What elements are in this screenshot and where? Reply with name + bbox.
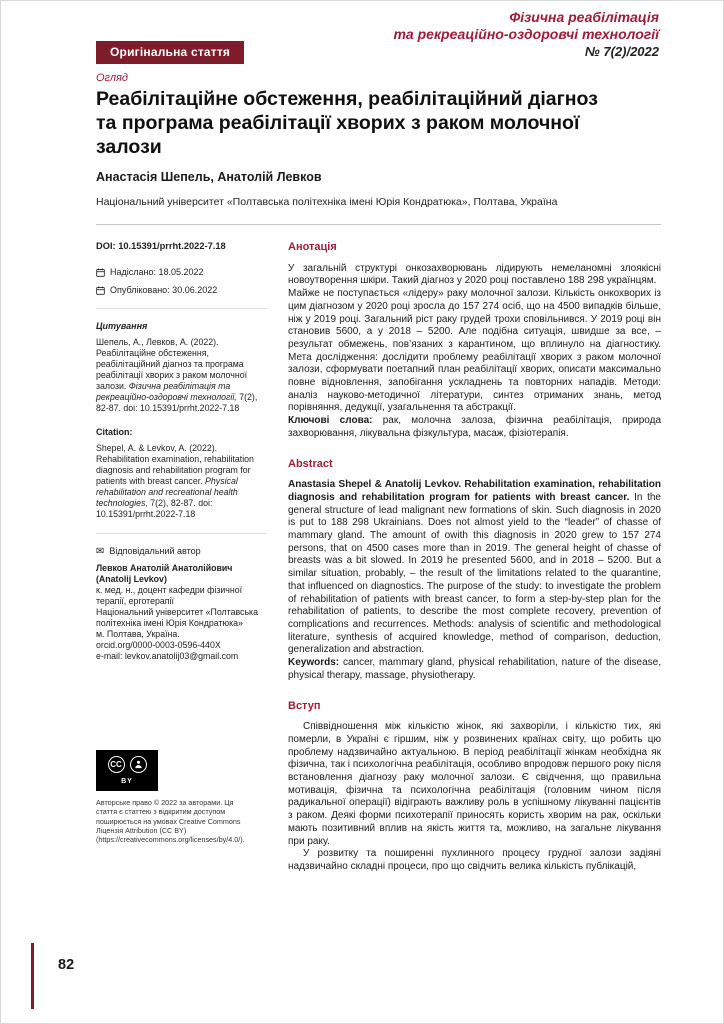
corresponding-author-name-latin: (Anatolij Levkov) <box>96 574 167 584</box>
corresponding-author-city: м. Полтава, Україна. <box>96 629 180 639</box>
authors-line: Анастасія Шепель, Анатолій Левков <box>96 170 322 184</box>
intro-heading: Вступ <box>288 699 321 712</box>
keywords-en-text: cancer, mammary gland, physical rehabilitation, nature of the disease, physical therapy, massage, physiotherapy. <box>288 657 662 681</box>
cc-icon: CC <box>108 756 125 773</box>
content-columns <box>96 241 661 874</box>
corresponding-author-label: Відповідальний автор <box>109 546 201 556</box>
received-row <box>96 267 267 278</box>
abstract-en-lead: Anastasia Shepel & Anatolij Levkov. Rehabilitation examination, rehabilitation diagnosis and rehabilitation program for patients with breast cancer. <box>288 479 661 503</box>
intro-paragraph-1: Співвідношення між кількістю жінок, які захворіли, і кількістю тих, які померли, в Україні є гіршим, ніж у розвинених країнах світу, що робить цю проблему надзвичайно актуальною. В період реабілітації жінкам необхідна як фізична, так і психологічна реабілітація, особливо впродовж першого року після встановлення діагнозу раку молочної залози. Є свідчення, що правильна мотивація, фізична та психологічна реабілітація (головним чином після радикальної операції) відіграють важливу роль в успішному лікуванні пацієнтів з раком. Деякі форми психотерапії приносять користь хворим на рак, оскільки мають позитивний вплив на якість життя та, можливо, на загальне лікування при раку. <box>288 721 661 847</box>
citation-en-after: 7(2), 82-87. doi: 10.15391/prrht.2022-7.18 <box>96 498 213 519</box>
citation-en-heading: Citation: <box>96 427 133 437</box>
citation-ua-heading: Цитування <box>96 321 148 331</box>
citation-ua-journal: Фізична реабілітація та рекреаційно-оздоровчі технології, <box>96 381 237 402</box>
journal-title-line2: та рекреаційно-оздоровчі технології <box>393 26 659 42</box>
corresponding-author-row <box>96 546 267 557</box>
footer-accent-bar <box>31 943 34 1009</box>
corresponding-author-name: Левков Анатолій Анатолійович <box>96 563 233 573</box>
abstract-ua-paragraph-1: У загальній структурі онкозахворювань лідирують немеланомні злоякісні новоутворення шкіри. Такий діагноз у 2020 році поставлено 188 298 українцям. <box>288 262 661 287</box>
citation-en-before: Shepel, A. & Levkov, A. (2022). Rehabilitation examination, rehabilitation diagnosis and rehabilitation program for patients with breast cancer. <box>96 443 254 486</box>
abstract-en-text: In the general structure of lead malignant new formations of skin. Such diagnosis in 2020 is put to 188 298 Ukrainians. Does not almost yield to the “leader” of chasse of mammary gland. The amount of owith this diagnosis in 2020 grew to 157 274 persons, that on 4500 cases more than in 2019. The general height of chasse of breasts was a bit slowed. In 2019 he presented 5600, and in 2018 – 5200. But a similar situation, probably, – the result of the limitations related to the quarantine, that influenced on diagnostics. The purpose of the study: to investigate the problem of rehabilitation of patients with breast cancer, to form a step-by-step plan for the rehabilitation of patients, to describe the most complete recovery, prevention of complications and recurrences. Methods: analysis of scientific and methodological literature, synthesis of acquired knowledge, method of comparison, deduction, generalization and abstraction. <box>288 491 661 656</box>
article-type-badge: Оригінальна стаття <box>96 41 244 64</box>
calendar-icon <box>96 268 105 277</box>
citation-ua-after: 7(2), 82-87. doi: 10.15391/prrht.2022-7.18 <box>96 392 258 413</box>
corresponding-author-degree: к. мед. н., доцент кафедри фізичної терапії, ерготерапії <box>96 585 243 606</box>
abstract-ua-paragraph-2: Майже не поступається «лідеру» раку молочної залози. Кількість онкохворих із цим діагнозом у 2020 році зросла до 157 274 осіб, що на 4500 випадків більше, ніж у 2019 році. Загальний ріст раку грудей трохи сповільнився. У 2019 році він становив 5600, а у 2018 – 5200. Але подібна ситуація, швидше за все, – результат обмежень, пов’язаних з карантином, що вплинуло на діагностику. Мета дослідження: дослідити проблему реабілітації хворих з раком молочної залози, сформувати поетапний план реабілітації хворих, описати максимально повне відновлення, запобігання ускладнень та повторних нападів. Методи: аналіз науково-методичної літератури, синтез отриманих знань, метод порівняння, дедукції, узагальнення та абстракції. <box>288 288 661 414</box>
header-divider <box>96 224 661 225</box>
section-label: Огляд <box>96 72 129 84</box>
sidebar-divider <box>96 308 267 309</box>
citation-ua-before: Шепель, А., Левков, А. (2022). Реабілітаційне обстеження, реабілітаційний діагноз та програма реабілітації хворих з раком молочної залози. <box>96 337 248 391</box>
abstract-en-heading: Abstract <box>288 457 333 470</box>
published-row <box>96 285 267 296</box>
citation-en-journal: Physical rehabilitation and recreational health technologies, <box>96 476 238 508</box>
keywords-ua <box>288 415 661 440</box>
email-line: e-mail: levkov.anatolij03@gmail.com <box>96 651 239 661</box>
calendar-icon <box>96 286 105 295</box>
orcid-line: orcid.org/0000-0003-0596-440X <box>96 640 221 650</box>
keywords-ua-text: рак, молочна залоза, фізична реабілітація, природа захворювання, лікувальна фізкультура, масаж, фізіотерапія. <box>288 415 662 439</box>
keywords-en-label: Keywords: <box>288 657 340 669</box>
cc-by-logo <box>96 750 158 791</box>
article-body <box>288 241 661 874</box>
keywords-ua-label: Ключові слова: <box>288 415 373 427</box>
envelope-icon: ✉ <box>96 545 105 557</box>
corresponding-author-affiliation: Національний університет «Полтавська політехніка імені Юрія Кондратюка» <box>96 607 258 628</box>
cc-by-label: BY <box>121 778 133 785</box>
sidebar-divider <box>96 533 267 534</box>
published-date: Опубліковано: 30.06.2022 <box>110 285 218 295</box>
license-text: Авторське право © 2022 за авторами. Ця стаття є статтею з відкритим доступом поширюється на умовах Creative Commons Ліцензія Attribution (CC BY) (https://creativecommons.org/licenses/by/4.0/). <box>96 798 245 845</box>
license-block <box>96 750 267 844</box>
keywords-en <box>288 657 661 682</box>
cc-logo-circles <box>108 756 147 773</box>
page-number: 82 <box>58 957 75 973</box>
metadata-sidebar <box>96 241 267 844</box>
citation-ua-text <box>96 337 267 414</box>
intro-paragraph-2: У розвитку та поширенні пухлинного процесу грудної залози задіяні надзвичайно складні процеси, про що свідчить велика кількість публікацій, <box>288 848 661 872</box>
citation-en-text <box>96 443 267 520</box>
abstract-ua-heading: Анотація <box>288 241 337 253</box>
received-date: Надіслано: 18.05.2022 <box>110 267 204 277</box>
person-icon <box>130 756 147 773</box>
article-title: Реабілітаційне обстеження, реабілітаційний діагноз та програма реабілітації хворих з раком молочної залози <box>96 88 598 158</box>
abstract-en-paragraph <box>288 479 661 657</box>
journal-title-line1: Фізична реабілітація <box>509 9 659 25</box>
journal-header <box>393 9 659 60</box>
journal-issue: № 7(2)/2022 <box>584 44 659 59</box>
affiliation-line: Національний університет «Полтавська політехніка імені Юрія Кондратюка», Полтава, Україна <box>96 196 558 208</box>
doi-line: DOI: 10.15391/prrht.2022-7.18 <box>96 241 226 251</box>
